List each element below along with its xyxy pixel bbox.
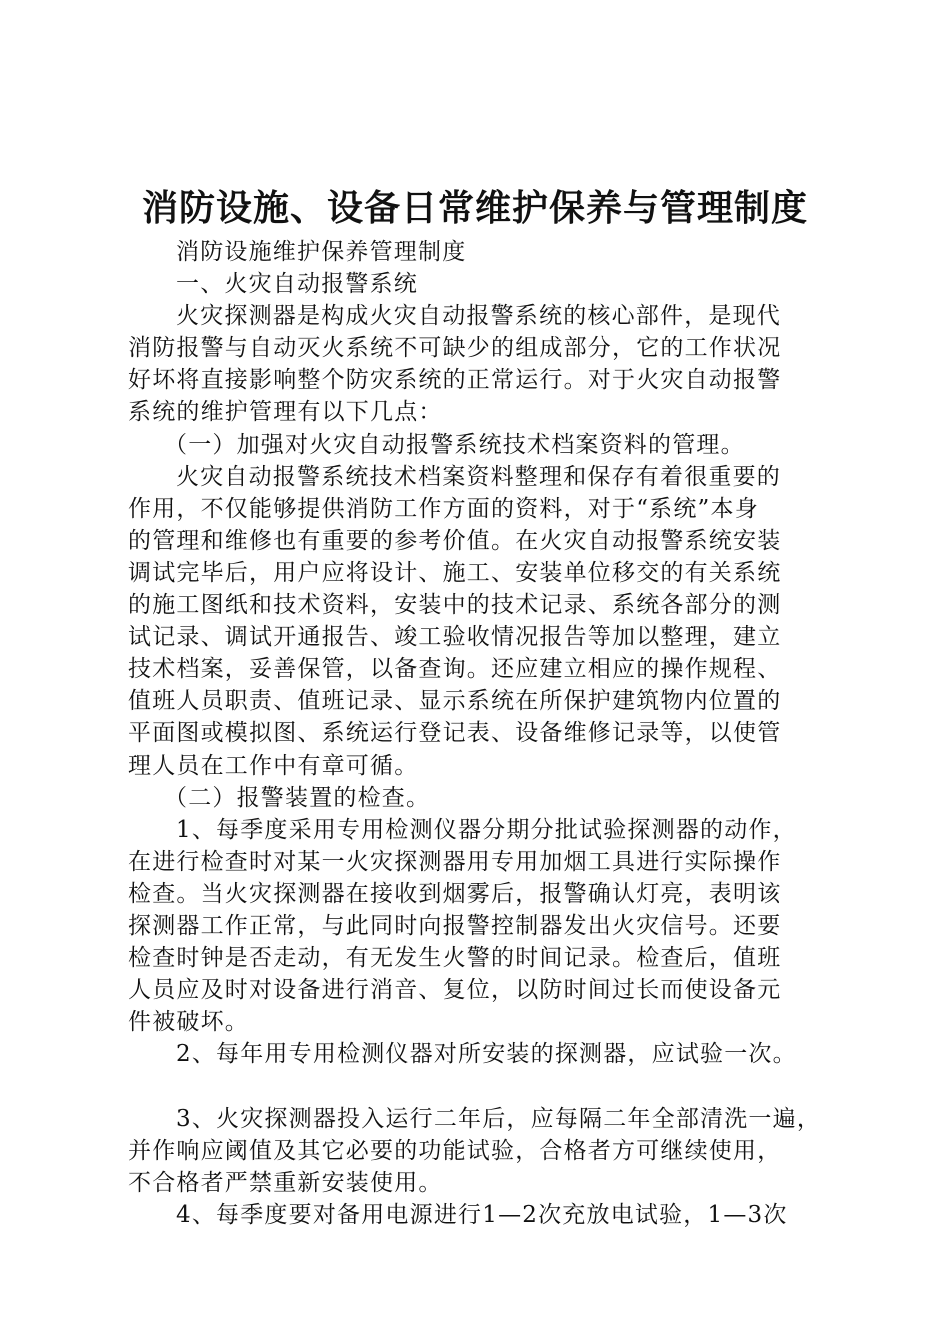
list-item-line: 2、每年用专用检测仪器对所安装的探测器，应试验一次。 <box>176 1041 797 1068</box>
list-item-line: 1、每季度采用专用检测仪器分期分批试验探测器的动作， <box>176 816 797 843</box>
list-item-line: 检查时钟是否走动，有无发生火警的时间记录。检查后，值班 <box>128 945 782 972</box>
paragraph-line: 调试完毕后，用户应将设计、施工、安装单位移交的有关系统 <box>128 559 782 586</box>
paragraph-line: 的管理和维修也有重要的参考价值。在火灾自动报警系统安装 <box>128 527 782 554</box>
paragraph-line: 理人员在工作中有章可循。 <box>128 752 419 779</box>
list-item-line: 4、每季度要对备用电源进行1—2次充放电试验，1—3次 <box>176 1201 788 1228</box>
list-item-line: 在进行检查时对某一火灾探测器用专用加烟工具进行实际操作 <box>128 848 782 875</box>
paragraph-line: 值班人员职责、值班记录、显示系统在所保护建筑物内位置的 <box>128 688 782 715</box>
list-item-line: 并作响应阈值及其它必要的功能试验，合格者方可继续使用， <box>128 1137 782 1164</box>
list-item-line: 不合格者严禁重新安装使用。 <box>128 1169 443 1196</box>
subtitle-line: 消防设施维护保养管理制度 <box>176 239 467 265</box>
list-item-line: 探测器工作正常，与此同时向报警控制器发出火灾信号。还要 <box>128 912 782 939</box>
section-heading: 一、火灾自动报警系统 <box>176 271 418 298</box>
paragraph-line: 系统的维护管理有以下几点： <box>128 399 443 426</box>
paragraph-line: 好坏将直接影响整个防灾系统的正常运行。对于火灾自动报警 <box>128 367 782 394</box>
paragraph-line: 火灾探测器是构成火灾自动报警系统的核心部件，是现代 <box>176 303 781 330</box>
paragraph-line: 火灾自动报警系统技术档案资料整理和保存有着很重要的 <box>176 463 781 490</box>
list-item-line: 人员应及时对设备进行消音、复位，以防时间过长而使设备元 <box>128 977 782 1004</box>
list-item-line: 件被破坏。 <box>128 1009 249 1036</box>
paragraph-line: 试记录、调试开通报告、竣工验收情况报告等加以整理，建立 <box>128 624 782 651</box>
list-item-line: 检查。当火灾探测器在接收到烟雾后，报警确认灯亮，表明该 <box>128 880 782 907</box>
paragraph-line: 技术档案，妥善保管，以备查询。还应建立相应的操作规程、 <box>128 656 782 683</box>
paragraph-line: 作用，不仅能够提供消防工作方面的资料，对于“系统”本身 <box>128 495 759 522</box>
paragraph-line: 的施工图纸和技术资料，安装中的技术记录、系统各部分的测 <box>128 592 782 619</box>
document-title: 消防设施、设备日常维护保养与管理制度 <box>141 188 808 229</box>
subsection-heading: （二）报警装置的检查。 <box>164 784 431 811</box>
paragraph-line: 平面图或模拟图、系统运行登记表、设备维修记录等，以使管 <box>128 720 782 747</box>
document-body <box>128 236 840 1231</box>
blank-line <box>128 1070 840 1102</box>
subsection-heading: （一）加强对火灾自动报警系统技术档案资料的管理。 <box>164 431 745 458</box>
list-item-line: 3、火灾探测器投入运行二年后，应每隔二年全部清洗一遍， <box>176 1105 822 1132</box>
paragraph-line: 消防报警与自动灭火系统不可缺少的组成部分，它的工作状况 <box>128 335 782 362</box>
